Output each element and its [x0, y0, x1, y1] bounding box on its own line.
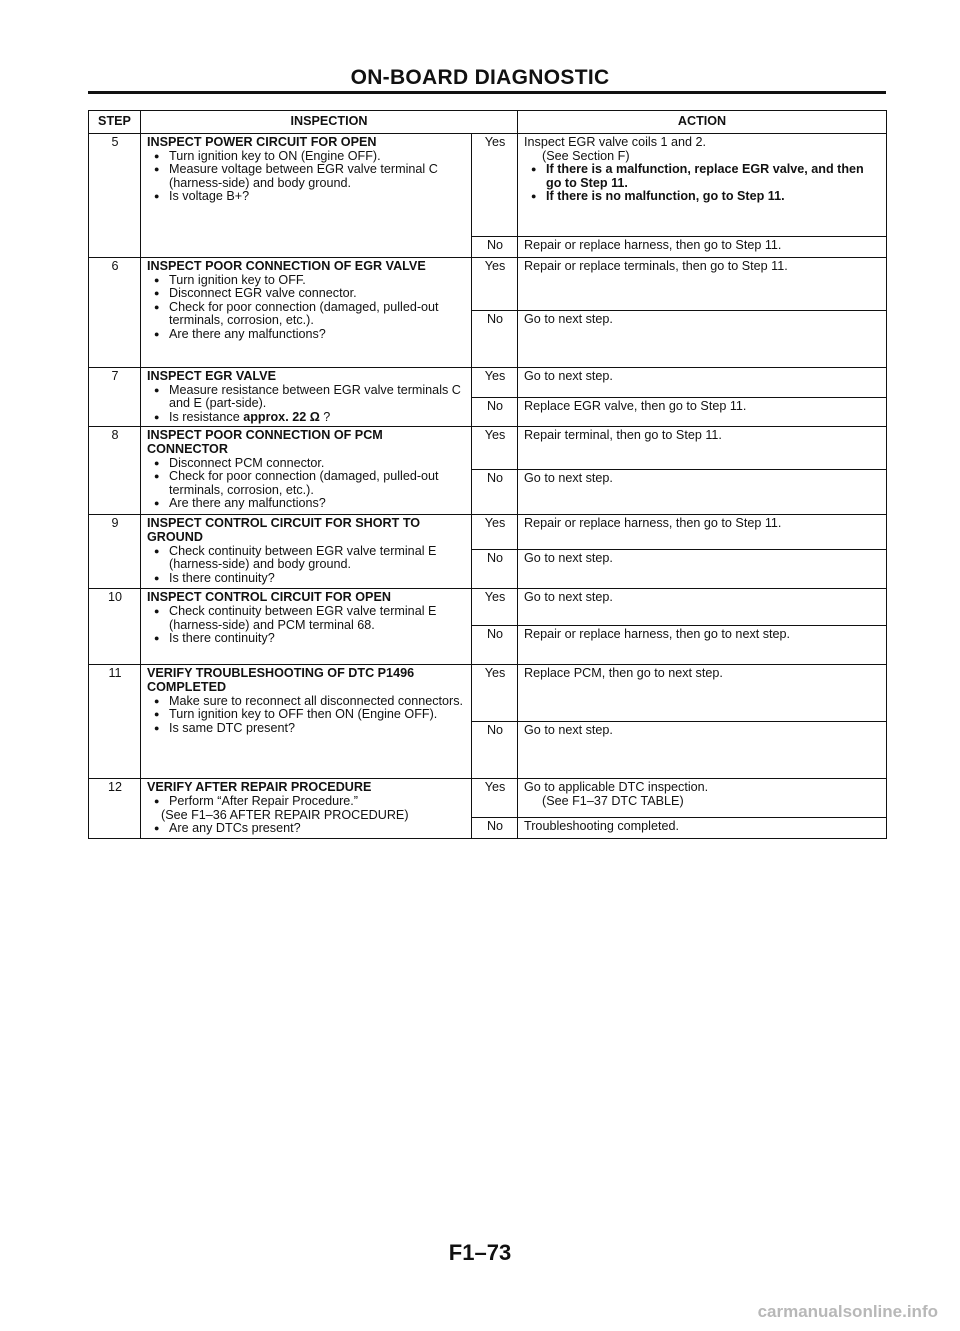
yes-action: Go to next step.	[518, 368, 887, 398]
page-title: ON-BOARD DIAGNOSTIC	[350, 66, 610, 89]
bullet-item: ● Check continuity between EGR valve terminal E (harness-side) and body ground.	[147, 545, 466, 572]
inspection-cell	[141, 134, 472, 258]
no-label: No	[472, 817, 518, 838]
yes-action: Replace PCM, then go to next step.	[518, 665, 887, 722]
step-number: 12	[89, 779, 141, 838]
step-number: 10	[89, 589, 141, 665]
inspection-bullets	[147, 795, 466, 809]
yes-action	[518, 779, 887, 817]
inspection-bullets	[147, 695, 466, 736]
header-inspection: INSPECTION	[141, 111, 518, 134]
bullet-item: ● If there is a malfunction, replace EGR valve, and then go to Step 11.	[524, 163, 881, 190]
no-label: No	[472, 626, 518, 665]
table-row	[89, 779, 887, 817]
action-line: (See Section F)	[542, 148, 630, 163]
bullet-item: ● Are there any malfunctions?	[147, 328, 466, 342]
bullet-text: ?	[319, 409, 331, 424]
bullet-item: ● Perform “After Repair Procedure.”	[147, 795, 466, 809]
bullet-item: ● Is there continuity?	[147, 632, 466, 646]
no-action: Troubleshooting completed.	[518, 817, 887, 838]
inspection-title: INSPECT EGR VALVE	[147, 369, 276, 383]
inspection-bullets	[147, 605, 466, 646]
step-number: 5	[89, 134, 141, 258]
bullet-item: ● Disconnect PCM connector.	[147, 457, 466, 471]
inspection-title: INSPECT CONTROL CIRCUIT FOR SHORT TO GROUND	[147, 516, 421, 544]
no-action: Go to next step.	[518, 722, 887, 779]
yes-label: Yes	[472, 779, 518, 817]
yes-label: Yes	[472, 368, 518, 398]
page-number: F1–73	[448, 1240, 512, 1265]
inspection-title: VERIFY TROUBLESHOOTING OF DTC P1496 COMPLETED	[147, 666, 415, 694]
bullet-item: ● Are there any malfunctions?	[147, 497, 466, 511]
inspection-title: INSPECT CONTROL CIRCUIT FOR OPEN	[147, 590, 391, 605]
resistance-value: approx. 22 Ω	[243, 409, 320, 424]
no-label: No	[472, 550, 518, 589]
step-number: 6	[89, 258, 141, 368]
table-row	[89, 665, 887, 722]
yes-action: Repair terminal, then go to Step 11.	[518, 427, 887, 470]
bullet-item: ● Is voltage B+?	[147, 190, 466, 204]
yes-label: Yes	[472, 515, 518, 550]
yes-action: Repair or replace terminals, then go to Step 11.	[518, 258, 887, 311]
no-action: Replace EGR valve, then go to Step 11.	[518, 397, 887, 427]
inspection-bullets	[147, 150, 466, 204]
table-row	[89, 368, 887, 398]
header-step: STEP	[89, 111, 141, 134]
inspection-title: INSPECT POOR CONNECTION OF EGR VALVE	[147, 259, 426, 273]
yes-label: Yes	[472, 258, 518, 311]
inspection-title: VERIFY AFTER REPAIR PROCEDURE	[147, 780, 372, 795]
table-row	[89, 134, 887, 237]
no-label: No	[472, 311, 518, 368]
inspection-title: INSPECT POOR CONNECTION OF PCM CONNECTOR	[147, 428, 383, 456]
bullet-text: Is resistance	[169, 409, 244, 424]
table-row	[89, 258, 887, 311]
yes-label: Yes	[472, 134, 518, 237]
table-row	[89, 589, 887, 626]
no-label: No	[472, 397, 518, 427]
step-number: 8	[89, 427, 141, 515]
table-header-row	[89, 111, 887, 134]
bullet-item: ● Turn ignition key to OFF then ON (Engine OFF).	[147, 708, 466, 722]
action-line: Go to applicable DTC inspection.	[524, 780, 709, 795]
no-label: No	[472, 722, 518, 779]
bullet-item: ● Make sure to reconnect all disconnected connectors.	[147, 695, 466, 709]
bullet-item: ● Check continuity between EGR valve terminal E (harness-side) and PCM terminal 68.	[147, 605, 466, 632]
table-row	[89, 515, 887, 550]
bullet-item: ● Are any DTCs present?	[147, 822, 466, 836]
inspection-bullets	[147, 822, 466, 836]
action-line: (See F1–37 DTC TABLE)	[542, 793, 684, 808]
action-line: Inspect EGR valve coils 1 and 2.	[524, 135, 707, 149]
bullet-item: ● Check for poor connection (damaged, pulled-out terminals, corrosion, etc.).	[147, 470, 466, 497]
inspection-cell	[141, 589, 472, 665]
no-label: No	[472, 237, 518, 258]
bullet-item: ● Is there continuity?	[147, 572, 466, 586]
action-bullets	[524, 163, 881, 204]
bullet-item: ● Is same DTC present?	[147, 722, 466, 736]
inspection-cell	[141, 665, 472, 779]
bullet-item: ● Turn ignition key to OFF.	[147, 274, 466, 288]
yes-label: Yes	[472, 427, 518, 470]
inspection-bullets	[147, 384, 466, 425]
step-number: 11	[89, 665, 141, 779]
no-action: Repair or replace harness, then go to Step 11.	[518, 237, 887, 258]
bullet-item: ● Measure resistance between EGR valve terminals C and E (part-side).	[147, 384, 466, 411]
title-rule	[88, 91, 886, 94]
no-label: No	[472, 470, 518, 515]
inspection-cell	[141, 427, 472, 515]
step-number: 9	[89, 515, 141, 589]
bullet-item: ● Check for poor connection (damaged, pulled-out terminals, corrosion, etc.).	[147, 301, 466, 328]
watermark: carmanualsonline.info	[757, 1302, 938, 1321]
yes-action	[518, 134, 887, 237]
inspection-cell	[141, 368, 472, 427]
no-action: Repair or replace harness, then go to next step.	[518, 626, 887, 665]
no-action: Go to next step.	[518, 470, 887, 515]
inspection-title: INSPECT POWER CIRCUIT FOR OPEN	[147, 135, 377, 149]
yes-label: Yes	[472, 589, 518, 626]
inspection-bullets	[147, 545, 466, 586]
inspection-bullets	[147, 457, 466, 511]
inspection-cell	[141, 779, 472, 838]
step-number: 7	[89, 368, 141, 427]
diagnostic-table	[88, 110, 887, 839]
bullet-item: ● Turn ignition key to ON (Engine OFF).	[147, 150, 466, 164]
inspection-subline: (See F1–36 AFTER REPAIR PROCEDURE)	[161, 807, 409, 822]
bullet-item: ● Measure voltage between EGR valve terminal C (harness-side) and body ground.	[147, 163, 466, 190]
header-action: ACTION	[518, 111, 887, 134]
yes-action: Go to next step.	[518, 589, 887, 626]
bullet-item	[147, 411, 466, 425]
no-action: Go to next step.	[518, 550, 887, 589]
inspection-bullets	[147, 274, 466, 342]
bullet-item: ● Disconnect EGR valve connector.	[147, 287, 466, 301]
yes-label: Yes	[472, 665, 518, 722]
inspection-cell	[141, 515, 472, 589]
bullet-item: ● If there is no malfunction, go to Step 11.	[524, 190, 881, 204]
table-row	[89, 427, 887, 470]
no-action: Go to next step.	[518, 311, 887, 368]
inspection-cell	[141, 258, 472, 368]
yes-action: Repair or replace harness, then go to Step 11.	[518, 515, 887, 550]
